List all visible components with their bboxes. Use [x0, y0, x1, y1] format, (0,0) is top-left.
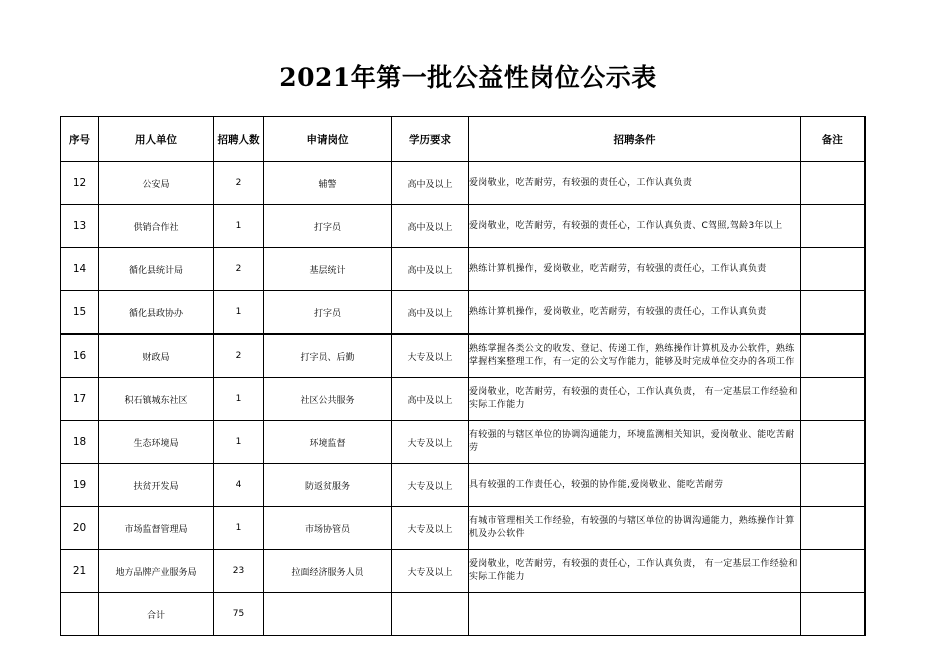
- cell-cond: 爱岗敬业，吃苦耐劳，有较强的责任心，工作认真负责、C驾照,驾龄3年以上: [469, 205, 801, 248]
- header-note: 备注: [801, 117, 865, 162]
- table-row: [61, 334, 865, 378]
- cell-note: [801, 593, 865, 636]
- page-title: 2021年第一批公益性岗位公示表: [279, 63, 657, 92]
- cell-note: [801, 464, 865, 507]
- cell-cond: 有较强的与辖区单位的协调沟通能力，环境监测相关知识，爱岗敬业、能吃苦耐劳: [469, 421, 801, 464]
- cell-unit: 公安局: [99, 162, 214, 205]
- cell-cond: 具有较强的工作责任心，较强的协作能,爱岗敬业、能吃苦耐劳: [469, 464, 801, 507]
- cell-count: 2: [214, 162, 264, 205]
- header-seq: 序号: [61, 117, 99, 162]
- total-count: 75: [214, 593, 264, 636]
- cell-note: [801, 550, 865, 593]
- header-post: 申请岗位: [264, 117, 392, 162]
- table-row: [61, 248, 865, 291]
- cell-unit: 积石镇城东社区: [99, 378, 214, 421]
- table-row: [61, 464, 865, 507]
- cell-note: [801, 378, 865, 421]
- cell-note: [801, 334, 865, 378]
- cell-unit: 扶贫开发局: [99, 464, 214, 507]
- cell-cond: 爱岗敬业，吃苦耐劳，有较强的责任心，工作认真负责， 有一定基层工作经验和实际工作能力: [469, 550, 801, 593]
- cell-count: 1: [214, 291, 264, 335]
- cell-post: 辅警: [264, 162, 392, 205]
- cell-note: [801, 162, 865, 205]
- table-row: [61, 378, 865, 421]
- table-row: [61, 421, 865, 464]
- cell-count: 1: [214, 378, 264, 421]
- cell-post: [264, 593, 392, 636]
- cell-edu: 高中及以上: [392, 162, 469, 205]
- cell-unit: 市场监督管理局: [99, 507, 214, 550]
- cell-seq: 14: [61, 248, 99, 291]
- cell-count: 2: [214, 248, 264, 291]
- cell-edu: 高中及以上: [392, 291, 469, 335]
- cell-cond: 熟练计算机操作，爱岗敬业，吃苦耐劳，有较强的责任心，工作认真负责: [469, 291, 801, 335]
- cell-seq: 15: [61, 291, 99, 335]
- table-row: [61, 291, 865, 335]
- cell-count: 2: [214, 334, 264, 378]
- cell-note: [801, 507, 865, 550]
- cell-edu: 大专及以上: [392, 464, 469, 507]
- table-row: [61, 205, 865, 248]
- cell-count: 1: [214, 205, 264, 248]
- cell-unit: 地方品牌产业服务局: [99, 550, 214, 593]
- cell-seq: 19: [61, 464, 99, 507]
- cell-count: 4: [214, 464, 264, 507]
- cell-seq: 12: [61, 162, 99, 205]
- cell-note: [801, 291, 865, 335]
- cell-post: 打字员: [264, 205, 392, 248]
- cell-count: 1: [214, 421, 264, 464]
- recruitment-table: [60, 116, 866, 636]
- cell-cond: [469, 593, 801, 636]
- cell-post: 防返贫服务: [264, 464, 392, 507]
- cell-seq: 20: [61, 507, 99, 550]
- cell-edu: 大专及以上: [392, 334, 469, 378]
- cell-edu: [392, 593, 469, 636]
- header-count: 招聘人数: [214, 117, 264, 162]
- table-row: [61, 162, 865, 205]
- cell-edu: 高中及以上: [392, 378, 469, 421]
- cell-unit: 财政局: [99, 334, 214, 378]
- cell-post: 打字员、后勤: [264, 334, 392, 378]
- cell-post: 拉面经济服务人员: [264, 550, 392, 593]
- cell-edu: 高中及以上: [392, 205, 469, 248]
- cell-cond: 有城市管理相关工作经验，有较强的与辖区单位的协调沟通能力，熟练操作计算机及办公软件: [469, 507, 801, 550]
- cell-count: 23: [214, 550, 264, 593]
- cell-post: 市场协管员: [264, 507, 392, 550]
- cell-cond: 爱岗敬业，吃苦耐劳，有较强的责任心，工作认真负责: [469, 162, 801, 205]
- header-edu: 学历要求: [392, 117, 469, 162]
- table-row: [61, 507, 865, 550]
- cell-edu: 大专及以上: [392, 550, 469, 593]
- header-cond: 招聘条件: [469, 117, 801, 162]
- cell-note: [801, 248, 865, 291]
- cell-note: [801, 421, 865, 464]
- header-unit: 用人单位: [99, 117, 214, 162]
- cell-post: 打字员: [264, 291, 392, 335]
- cell-edu: 大专及以上: [392, 507, 469, 550]
- table-row: [61, 550, 865, 593]
- header-row: [61, 117, 865, 162]
- cell-unit: 生态环境局: [99, 421, 214, 464]
- cell-seq: 21: [61, 550, 99, 593]
- cell-seq: 13: [61, 205, 99, 248]
- cell-seq: 17: [61, 378, 99, 421]
- cell-cond: 熟练计算机操作，爱岗敬业，吃苦耐劳，有较强的责任心，工作认真负责: [469, 248, 801, 291]
- cell-unit: 循化县政协办: [99, 291, 214, 335]
- total-row: [61, 593, 865, 636]
- cell-post: 社区公共服务: [264, 378, 392, 421]
- cell-post: 环境监督: [264, 421, 392, 464]
- cell-seq: [61, 593, 99, 636]
- cell-post: 基层统计: [264, 248, 392, 291]
- total-label: 合计: [99, 593, 214, 636]
- cell-edu: 大专及以上: [392, 421, 469, 464]
- cell-unit: 供销合作社: [99, 205, 214, 248]
- cell-edu: 高中及以上: [392, 248, 469, 291]
- cell-note: [801, 205, 865, 248]
- cell-unit: 循化县统计局: [99, 248, 214, 291]
- cell-seq: 18: [61, 421, 99, 464]
- cell-seq: 16: [61, 334, 99, 378]
- cell-count: 1: [214, 507, 264, 550]
- cell-cond: 熟练掌握各类公文的收发、登记、传递工作，熟练操作计算机及办公软件，熟练掌握档案整理工作，有一定的公文写作能力，能够及时完成单位交办的各项工作: [469, 334, 801, 378]
- cell-cond: 爱岗敬业，吃苦耐劳，有较强的责任心，工作认真负责， 有一定基层工作经验和实际工作能力: [469, 378, 801, 421]
